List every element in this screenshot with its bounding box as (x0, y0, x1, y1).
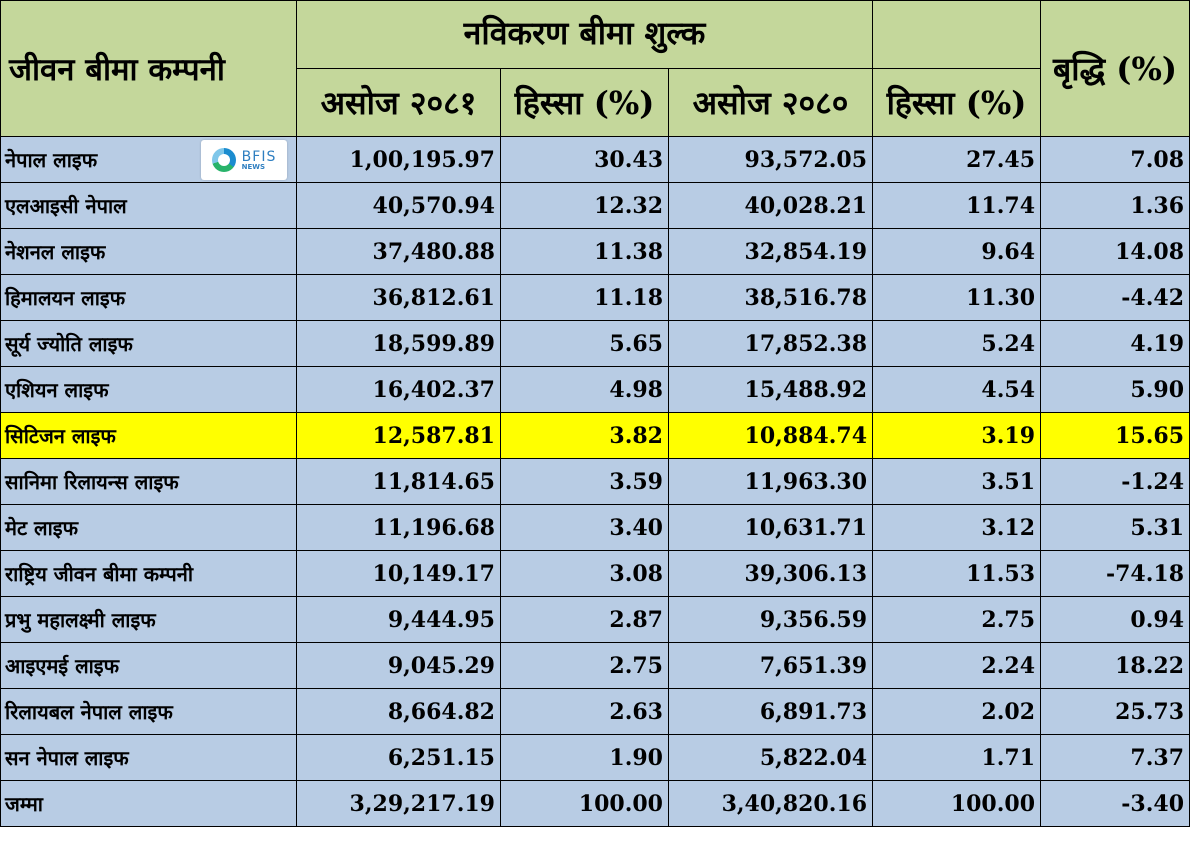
ashoj-2081-value (297, 735, 501, 781)
company-name-cell-text: आइएमई लाइफ (5, 654, 120, 678)
company-name-cell (1, 367, 297, 413)
growth-value-text: 4.19 (1130, 330, 1185, 357)
ashoj-2081-value (297, 321, 501, 367)
share-2081-value (501, 781, 669, 827)
share-2081-value (501, 367, 669, 413)
ashoj-2080-value-text: 11,963.30 (744, 468, 868, 495)
share-2080-value (873, 275, 1041, 321)
company-name-cell-text: नेपाल लाइफ (5, 148, 98, 172)
ashoj-2080-value (669, 689, 873, 735)
table-row (1, 643, 1190, 689)
growth-value (1041, 505, 1190, 551)
ashoj-2081-value (297, 781, 501, 827)
company-name-cell-text: रिलायबल नेपाल लाइफ (5, 700, 173, 724)
share-2080-value-text: 3.19 (981, 422, 1036, 449)
ashoj-2080-value (669, 183, 873, 229)
company-name-cell-text: मेट लाइफ (5, 516, 78, 540)
ashoj-2080-value (669, 413, 873, 459)
growth-value-text: -74.18 (1105, 560, 1185, 587)
share-2080-value-text: 9.64 (981, 238, 1036, 265)
ashoj-2080-value-text: 32,854.19 (744, 238, 868, 265)
company-name-cell-text: सिटिजन लाइफ (5, 424, 116, 448)
share-2081-value (501, 183, 669, 229)
growth-value (1041, 229, 1190, 275)
growth-value (1041, 597, 1190, 643)
share-2081-value (501, 689, 669, 735)
company-name-cell-text: सूर्य ज्योति लाइफ (5, 332, 133, 356)
ashoj-2080-value (669, 597, 873, 643)
ashoj-2080-value (669, 137, 873, 183)
company-name-cell-text: जम्मा (5, 792, 43, 816)
growth-value-text: 5.31 (1130, 514, 1185, 541)
table-row (1, 735, 1190, 781)
company-name-cell (1, 321, 297, 367)
ashoj-2080-value-text: 3,40,820.16 (721, 790, 868, 817)
ashoj-2081-value (297, 413, 501, 459)
company-name-cell (1, 597, 297, 643)
ashoj-2080-value (669, 275, 873, 321)
logo-text-group (242, 150, 277, 171)
share-2081-value-text: 3.40 (609, 514, 663, 541)
ashoj-2081-value (297, 643, 501, 689)
share-2081-value-text: 2.75 (609, 652, 663, 679)
ashoj-2080-value-text: 10,631.71 (744, 514, 868, 541)
ashoj-2080-value-text: 15,488.92 (744, 376, 868, 403)
company-name-cell-text: सन नेपाल लाइफ (5, 746, 129, 770)
ashoj-2081-value (297, 229, 501, 275)
ashoj-2081-value-text: 37,480.88 (372, 238, 495, 265)
share-2080-value (873, 137, 1041, 183)
ashoj-2080-value (669, 459, 873, 505)
table-row (1, 367, 1190, 413)
total-row (1, 781, 1190, 827)
share-2081-value (501, 597, 669, 643)
growth-value (1041, 551, 1190, 597)
ashoj-2080-value-text: 17,852.38 (744, 330, 868, 357)
company-name-cell-text: एलआइसी नेपाल (5, 194, 127, 218)
share-2081-value (501, 413, 669, 459)
share-2081-header: हिस्सा (%) (501, 69, 669, 137)
growth-value-text: 14.08 (1115, 238, 1185, 265)
empty-header-cell (873, 1, 1041, 69)
ashoj-2080-header: असोज २०८० (669, 69, 873, 137)
ashoj-2081-value (297, 551, 501, 597)
company-name-cell (1, 459, 297, 505)
growth-value-text: 15.65 (1115, 422, 1185, 449)
share-2080-value-text: 5.24 (981, 330, 1036, 357)
share-2081-value-text: 3.59 (609, 468, 663, 495)
share-2080-value-text: 100.00 (950, 790, 1036, 817)
share-2080-value-text: 3.12 (981, 514, 1036, 541)
ashoj-2081-value-text: 40,570.94 (372, 192, 495, 219)
share-2081-value-text: 3.08 (609, 560, 663, 587)
share-2080-value (873, 321, 1041, 367)
growth-value (1041, 367, 1190, 413)
growth-value (1041, 321, 1190, 367)
company-column-header: जीवन बीमा कम्पनी (1, 1, 297, 137)
table-row (1, 505, 1190, 551)
share-2080-value-text: 27.45 (966, 146, 1036, 173)
logo-main-text: BFIS (241, 148, 277, 165)
share-2080-value (873, 781, 1041, 827)
ashoj-2080-value-text: 93,572.05 (744, 146, 868, 173)
company-name-cell (1, 643, 297, 689)
ashoj-2081-value-text: 1,00,195.97 (349, 146, 495, 173)
ashoj-2081-value (297, 137, 501, 183)
growth-value (1041, 459, 1190, 505)
ashoj-2081-value-text: 36,812.61 (372, 284, 495, 311)
share-2080-value (873, 505, 1041, 551)
table-row (1, 229, 1190, 275)
share-2081-value-text: 1.90 (609, 744, 663, 771)
company-name-cell (1, 735, 297, 781)
share-2081-value-text: 4.98 (609, 376, 663, 403)
share-2080-value-text: 11.30 (966, 284, 1036, 311)
table-row (1, 137, 1190, 183)
share-2081-value-text: 2.87 (609, 606, 663, 633)
company-name-cell (1, 413, 297, 459)
ashoj-2080-value-text: 38,516.78 (744, 284, 868, 311)
ashoj-2080-value-text: 39,306.13 (744, 560, 868, 587)
share-2080-value-text: 1.71 (981, 744, 1036, 771)
share-2081-value (501, 551, 669, 597)
share-2081-value (501, 459, 669, 505)
share-2080-value (873, 551, 1041, 597)
growth-value-text: 1.36 (1130, 192, 1185, 219)
company-name-cell (1, 505, 297, 551)
growth-value-text: -4.42 (1121, 284, 1185, 311)
ashoj-2081-value-text: 18,599.89 (372, 330, 495, 357)
share-2080-value (873, 229, 1041, 275)
ashoj-2080-value-text: 6,891.73 (759, 698, 868, 725)
ashoj-2081-value-text: 6,251.15 (387, 744, 495, 771)
ashoj-2081-value-text: 11,814.65 (372, 468, 495, 495)
ashoj-2081-value-text: 9,045.29 (387, 652, 495, 679)
share-2081-value (501, 321, 669, 367)
table-row (1, 321, 1190, 367)
ashoj-2080-value (669, 321, 873, 367)
ashoj-2080-value-text: 5,822.04 (759, 744, 868, 771)
growth-value (1041, 275, 1190, 321)
growth-value-text: 7.08 (1130, 146, 1185, 173)
ashoj-2081-value (297, 275, 501, 321)
share-2080-value-text: 2.75 (981, 606, 1036, 633)
ashoj-2081-value (297, 689, 501, 735)
ashoj-2080-value (669, 367, 873, 413)
ashoj-2080-value (669, 505, 873, 551)
share-2081-value-text: 100.00 (578, 790, 663, 817)
table-body (1, 137, 1190, 827)
growth-value (1041, 689, 1190, 735)
growth-value-text: 7.37 (1130, 744, 1185, 771)
share-2081-value-text: 5.65 (609, 330, 663, 357)
ashoj-2081-value-text: 8,664.82 (387, 698, 495, 725)
table-row (1, 183, 1190, 229)
ashoj-2080-value-text: 9,356.59 (759, 606, 868, 633)
growth-value-text: -1.24 (1121, 468, 1185, 495)
share-2081-value-text: 2.63 (609, 698, 663, 725)
company-name-cell-text: नेशनल लाइफ (5, 240, 106, 264)
ashoj-2081-value (297, 505, 501, 551)
company-name-cell (1, 689, 297, 735)
share-2081-value (501, 735, 669, 781)
ashoj-2081-value (297, 459, 501, 505)
company-name-cell (1, 781, 297, 827)
growth-value (1041, 183, 1190, 229)
ashoj-2081-value (297, 183, 501, 229)
share-2080-value-text: 3.51 (981, 468, 1036, 495)
share-2080-value (873, 597, 1041, 643)
growth-value (1041, 643, 1190, 689)
company-name-cell (1, 551, 297, 597)
share-2081-value-text: 30.43 (594, 146, 663, 173)
company-name-cell (1, 137, 297, 183)
ashoj-2080-value (669, 735, 873, 781)
share-2080-value (873, 459, 1041, 505)
ashoj-2081-value-text: 16,402.37 (372, 376, 495, 403)
growth-column-header: बृद्धि (%) (1041, 1, 1190, 137)
table-row (1, 459, 1190, 505)
share-2080-value-text: 2.24 (981, 652, 1036, 679)
ashoj-2080-value (669, 229, 873, 275)
company-name-cell (1, 275, 297, 321)
share-2080-value (873, 689, 1041, 735)
ashoj-2080-value (669, 643, 873, 689)
share-2080-header: हिस्सा (%) (873, 69, 1041, 137)
share-2080-value-text: 11.53 (966, 560, 1036, 587)
renewal-premium-header: नविकरण बीमा शुल्क (297, 1, 873, 69)
share-2080-value (873, 735, 1041, 781)
ashoj-2081-value-text: 10,149.17 (372, 560, 495, 587)
company-name-cell-text: एशियन लाइफ (5, 378, 109, 402)
share-2081-value (501, 275, 669, 321)
share-2081-value-text: 11.18 (594, 284, 663, 311)
company-name-cell-text: प्रभु महालक्ष्मी लाइफ (5, 608, 156, 632)
growth-value (1041, 413, 1190, 459)
share-2080-value (873, 183, 1041, 229)
ashoj-2081-value-text: 12,587.81 (372, 422, 495, 449)
ashoj-2080-value (669, 781, 873, 827)
growth-value (1041, 735, 1190, 781)
ashoj-2081-value-text: 9,444.95 (387, 606, 495, 633)
share-2081-value-text: 11.38 (594, 238, 663, 265)
company-name-cell (1, 183, 297, 229)
growth-value-text: 5.90 (1130, 376, 1185, 403)
ashoj-2081-value (297, 367, 501, 413)
table-row (1, 413, 1190, 459)
growth-value-text: -3.40 (1121, 790, 1185, 817)
ashoj-2080-value-text: 7,651.39 (759, 652, 868, 679)
share-2081-value (501, 643, 669, 689)
ashoj-2080-value-text: 10,884.74 (744, 422, 868, 449)
growth-value (1041, 781, 1190, 827)
bfis-news-logo (201, 140, 287, 180)
growth-value-text: 25.73 (1115, 698, 1185, 725)
share-2081-value-text: 3.82 (609, 422, 663, 449)
ashoj-2080-value (669, 551, 873, 597)
share-2080-value (873, 643, 1041, 689)
logo-sub-text: NEWS (241, 162, 266, 171)
growth-value-text: 18.22 (1115, 652, 1185, 679)
share-2080-value-text: 2.02 (981, 698, 1036, 725)
company-name-cell-text: हिमालयन लाइफ (5, 286, 126, 310)
share-2081-value (501, 137, 669, 183)
share-2081-value (501, 229, 669, 275)
bfis-logo-icon (212, 148, 236, 172)
table-row (1, 551, 1190, 597)
ashoj-2081-header: असोज २०८१ (297, 69, 501, 137)
table-row (1, 275, 1190, 321)
growth-value-text: 0.94 (1130, 606, 1185, 633)
share-2080-value (873, 413, 1041, 459)
company-name-cell-text: राष्ट्रिय जीवन बीमा कम्पनी (5, 562, 194, 586)
share-2080-value-text: 11.74 (966, 192, 1036, 219)
ashoj-2081-value (297, 597, 501, 643)
table-row (1, 689, 1190, 735)
share-2080-value (873, 367, 1041, 413)
share-2080-value-text: 4.54 (981, 376, 1036, 403)
ashoj-2080-value-text: 40,028.21 (744, 192, 868, 219)
ashoj-2081-value-text: 3,29,217.19 (349, 790, 495, 817)
ashoj-2081-value-text: 11,196.68 (372, 514, 495, 541)
company-name-cell-text: सानिमा रिलायन्स लाइफ (5, 470, 179, 494)
share-2081-value-text: 12.32 (594, 192, 663, 219)
share-2081-value (501, 505, 669, 551)
company-name-cell (1, 229, 297, 275)
growth-value (1041, 137, 1190, 183)
table-row (1, 597, 1190, 643)
